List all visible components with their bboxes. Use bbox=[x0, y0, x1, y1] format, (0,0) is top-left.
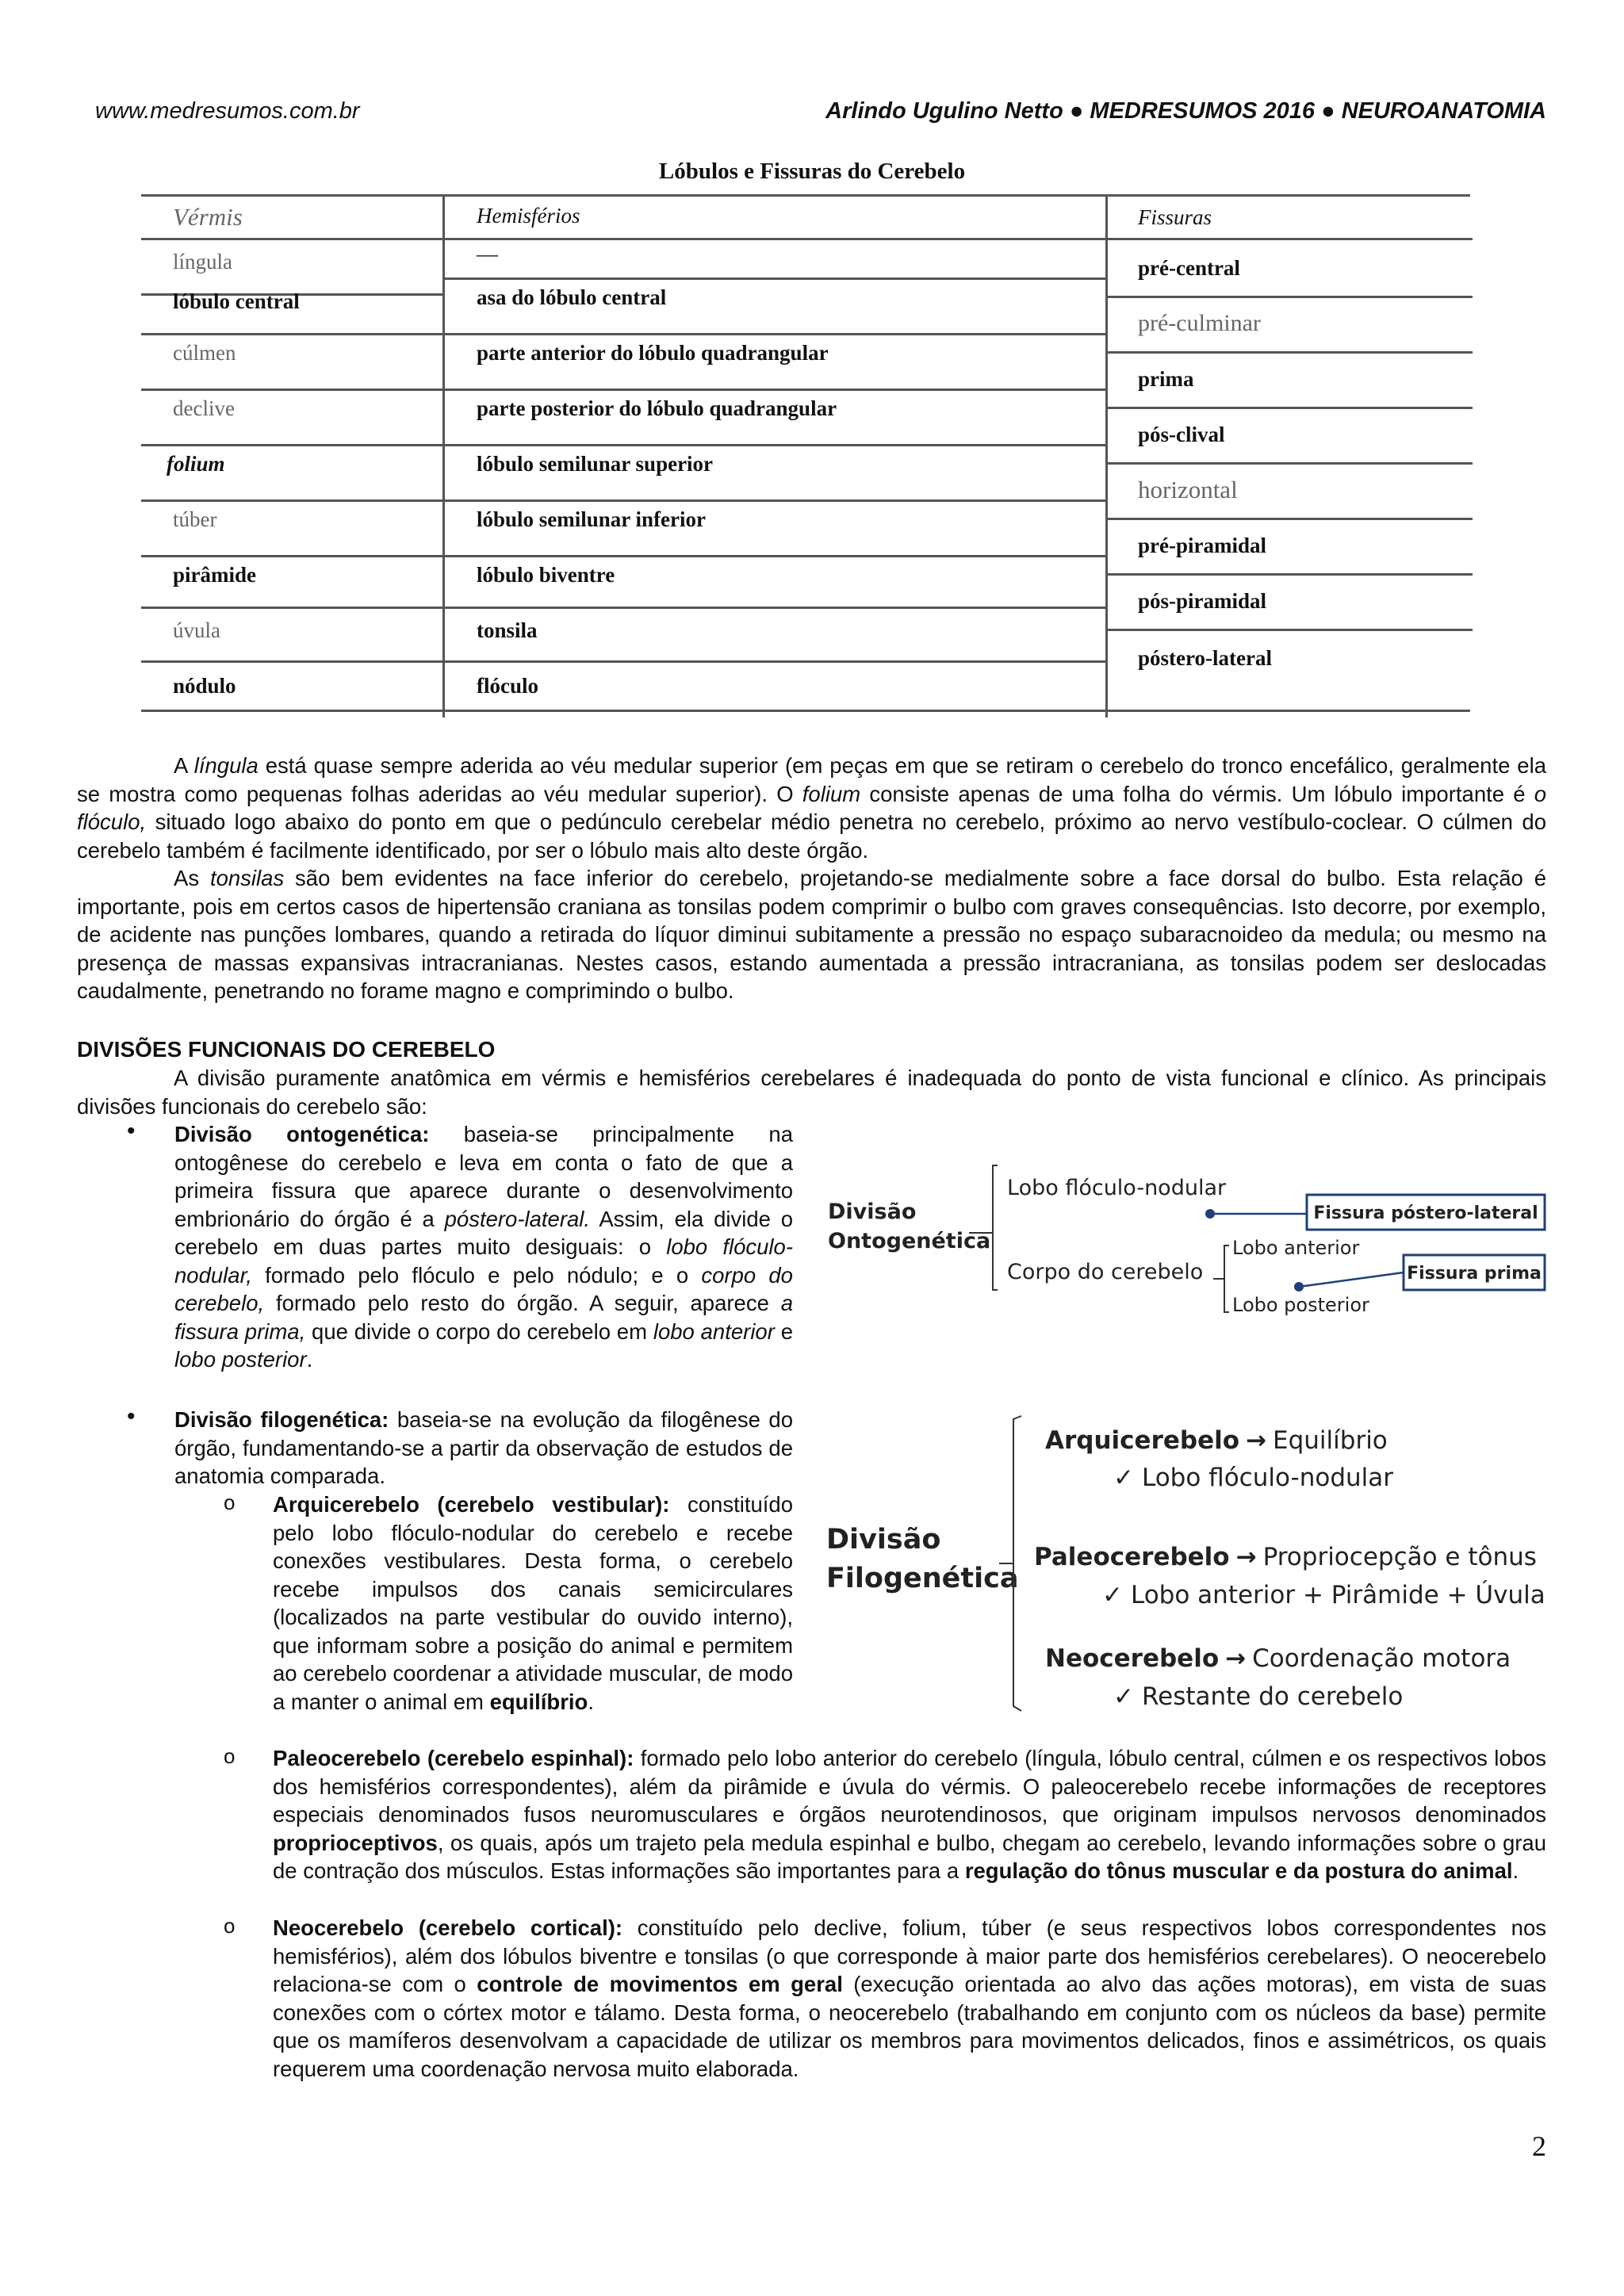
onto-corpo: Corpo do cerebelo bbox=[1007, 1260, 1204, 1284]
vermis-cell: folium bbox=[167, 452, 225, 476]
paleo-paragraph: Paleocerebelo (cerebelo espinhal): formado pelo lobo anterior do cerebelo (língula, lóbulo central, cúlmen e os respectivos lobos dos hemisférios correspondentes), além da pirâmide e úvula do vérmis. O paleocerebelo recebe informações de receptores especiais denominados fusos neuromusculares e órgãos neurotendinosos, que originam impulsos nervosos denominados proprioceptivos, os quais, após um trajeto pela medula espinhal e bulbo, chegam ao cerebelo, levando informações sobre o grau de contração dos músculos. Estas informações são importantes para a regulação do tônus muscular e da postura do animal. bbox=[273, 1746, 1546, 1883]
paragraph-lingula: A língula está quase sempre aderida ao véu medular superior (em peças em que se retiram o cerebelo do tronco encefálico, geralmente ela se mostra como pequenas folhas aderidas ao véu medular superior). O folium consiste apenas de uma folha do vérmis. Um lóbulo importante é o flóculo, situado logo abaixo do ponto em que o pedúnculo cerebelar médio penetra no cerebelo, próximo ao nervo vestíbulo-coclear. O cúlmen do cerebelo também é facilmente identificado, por ser o lóbulo mais alto deste órgão. bbox=[77, 753, 1547, 863]
fissura-prima-label: Fissura prima bbox=[1407, 1264, 1542, 1284]
vermis-cell: úvula bbox=[173, 618, 220, 642]
hemisphere-cell: lóbulo biventre bbox=[477, 563, 615, 587]
hemisphere-cell: tonsila bbox=[477, 618, 538, 642]
vermis-cell: lóbulo central bbox=[173, 289, 300, 313]
page-number: 2 bbox=[1532, 2130, 1546, 2162]
hemisphere-cell: — bbox=[477, 242, 498, 266]
hemisphere-cell: parte anterior do lóbulo quadrangular bbox=[477, 341, 829, 365]
paragraph-tonsilas: As tonsilas são bem evidentes na face inferior do cerebelo, projetando-se medialmente sobre a face dorsal do bulbo. Esta relação é importante, pois em certos casos de hipertensão craniana as tonsilas podem comprimir o bulbo com graves consequências. Isto decorre, por exemplo, de acidente nas punções lombares, quando a retirada do líquor diminui subitamente a pressão no espaço subaracnoideo da medula; ou mesmo na presença de massas expansivas intracranianas. Nestes casos, estando aumentada a pressão intracraniana, as tonsilas podem ser deslocadas caudalmente, penetrando no forame magno e comprimindo o bulbo. bbox=[77, 866, 1546, 1003]
hemisphere-cell: parte posterior do lóbulo quadrangular bbox=[477, 396, 837, 420]
bullet: • bbox=[127, 1118, 136, 1144]
vermis-cell: declive bbox=[173, 396, 235, 420]
lobules-fissures-table bbox=[141, 194, 1470, 718]
header-title: Arlindo Ugulino Netto ● MEDRESUMOS 2016 ● NEUROANATOMIA bbox=[825, 98, 1546, 124]
header-site: www.medresumos.com.br bbox=[95, 98, 360, 124]
vermis-cell: cúlmen bbox=[173, 341, 236, 365]
onto-subbracket bbox=[1224, 1246, 1229, 1312]
filo-diagram-title-2: Filogenética bbox=[826, 1563, 1019, 1594]
neo-paragraph: Neocerebelo (cerebelo cortical): constituído pelo declive, folium, túber (e seus respectivos lobos correspondentes nos hemisférios), além dos lóbulos biventre e tonsilas (o que corresponde à maior parte dos hemisférios cerebelares). O neocerebelo relaciona-se com o controle de movimentos em geral (execução orientada ao alvo das ações motoras), em vista de suas conexões com o córtex motor e tálamo. Desta forma, o neocerebelo (trabalhando em conjunto com os núcleos da base) permite que os mamíferos desenvolvam a capacidade de utilizar os membros para movimentos delicados, finos e assimétricos, os quais requerem uma coordenação nervosa muito elaborada. bbox=[273, 1915, 1547, 2081]
fissures-column bbox=[1105, 194, 1473, 718]
onto-lobo-posterior: Lobo posterior bbox=[1232, 1294, 1369, 1316]
fissure-cell: pré-central bbox=[1138, 256, 1240, 280]
fissure-cell: horizontal bbox=[1138, 476, 1238, 503]
onto-diagram-title-1: Divisão bbox=[828, 1200, 917, 1224]
sub-bullet: o bbox=[224, 1490, 236, 1514]
vermis-cell: nódulo bbox=[173, 674, 236, 698]
hemisphere-cell: lóbulo semilunar inferior bbox=[477, 507, 707, 531]
fissure-cell: prima bbox=[1138, 367, 1194, 391]
section-title: DIVISÕES FUNCIONAIS DO CEREBELO bbox=[77, 1037, 496, 1062]
vermis-cell: túber bbox=[173, 507, 217, 531]
section-intro: A divisão puramente anatômica em vérmis e hemisférios cerebelares é inadequada do ponto de vista funcional e clínico. As principais divisões funcionais do cerebelo são: bbox=[77, 1066, 1546, 1119]
onto-diagram-title-2: Ontogenética bbox=[828, 1229, 991, 1253]
sub-bullet: o bbox=[224, 1744, 236, 1768]
bullet: • bbox=[127, 1403, 136, 1429]
neo-sub: ✓ Restante do cerebelo bbox=[1113, 1682, 1404, 1711]
fissure-cell: pré-piramidal bbox=[1138, 534, 1266, 557]
onto-connector-2 bbox=[1299, 1272, 1404, 1287]
hemisphere-cell: flóculo bbox=[477, 674, 538, 698]
table-title: Lóbulos e Fissuras do Cerebelo bbox=[658, 159, 966, 184]
filo-diagram-title-1: Divisão bbox=[826, 1524, 941, 1556]
hemispheres-header: Hemisférios bbox=[477, 204, 580, 228]
hemispheres-column bbox=[442, 194, 1108, 718]
phylogenetic-diagram bbox=[817, 1411, 1554, 1720]
fissure-cell: pós-piramidal bbox=[1138, 589, 1267, 613]
onto-bracket bbox=[993, 1165, 998, 1290]
arqui-line: Arquicerebelo → Equilíbrio bbox=[1045, 1426, 1388, 1455]
fissure-cell: pré-culminar bbox=[1138, 310, 1261, 336]
neo-line: Neocerebelo → Coordenação motora bbox=[1045, 1644, 1511, 1673]
hemisphere-cell: asa do lóbulo central bbox=[477, 285, 667, 309]
paleo-sub: ✓ Lobo anterior + Pirâmide + Úvula bbox=[1102, 1581, 1545, 1609]
vermis-header: Vérmis bbox=[173, 203, 243, 231]
sub-bullet: o bbox=[224, 1914, 236, 1938]
vermis-cell: língula bbox=[173, 250, 232, 274]
hemisphere-cell: lóbulo semilunar superior bbox=[477, 452, 714, 476]
filo-paragraph: Divisão filogenética: baseia-se na evolução da filogênese do órgão, fundamentando-se a partir da observação de estudos de anatomia comparada. bbox=[174, 1407, 793, 1488]
fissura-pl-label: Fissura póstero-lateral bbox=[1313, 1203, 1538, 1223]
arqui-paragraph: Arquicerebelo (cerebelo vestibular): constituído pelo lobo flóculo-nodular do cerebelo e recebe conexões vestibulares. Desta forma, o cerebelo recebe impulsos dos canais semicirculares (localizados na parte vestibular do ouvido interno), que informam sobre a posição do animal e permitem ao cerebelo coordenar a atividade muscular, de modo a manter o animal em equilíbrio. bbox=[273, 1492, 793, 1714]
paleo-line: Paleocerebelo → Propriocepção e tônus bbox=[1034, 1543, 1537, 1571]
arqui-sub: ✓ Lobo flóculo-nodular bbox=[1113, 1464, 1393, 1492]
fissures-header: Fissuras bbox=[1138, 205, 1212, 229]
vermis-column bbox=[141, 194, 442, 718]
fissure-cell: póstero-lateral bbox=[1138, 646, 1272, 670]
onto-lobo-floculo: Lobo flóculo-nodular bbox=[1007, 1176, 1227, 1200]
ontogenetic-diagram bbox=[817, 1161, 1554, 1320]
vermis-cell: pirâmide bbox=[173, 563, 256, 587]
onto-lobo-anterior: Lobo anterior bbox=[1232, 1237, 1360, 1259]
onto-paragraph: Divisão ontogenética: baseia-se principalmente na ontogênese do cerebelo e leva em conta o fato de que a primeira fissura que aparece durante o desenvolvimento embrionário do órgão é a póstero-lateral. Assim, ela divide o cerebelo em duas partes muito desiguais: o lobo flóculo-nodular, formado pelo flóculo e pelo nódulo; e o corpo do cerebelo, formado pelo resto do órgão. A seguir, aparece a fissura prima, que divide o corpo do cerebelo em lobo anterior e lobo posterior. bbox=[174, 1122, 794, 1372]
fissure-cell: pós-clival bbox=[1138, 423, 1225, 446]
